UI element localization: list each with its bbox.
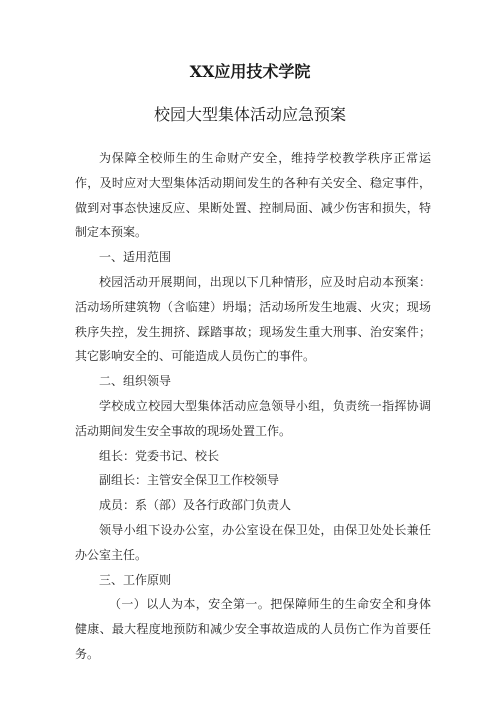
intro-paragraph: 为保障全校师生的生命财产安全，维持学校教学秩序正常运作，及时应对大型集体活动期间发生的各种有关安全、稳定事件，做到对事态快速反应、果断处置、控制局面、减少伤害和损失，特制定本预案。 (75, 151, 431, 240)
section-heading-organization: 二、组织领导 (99, 374, 172, 389)
section-heading-principles: 三、工作原则 (99, 572, 172, 587)
members-line: 成员：系（部）及各行政部门负责人 (99, 498, 292, 513)
deputy-leader-line: 副组长：主管安全保卫工作校领导 (99, 473, 280, 488)
team-leader-line: 组长：党委书记、校长 (99, 448, 220, 463)
organization-paragraph: 学校成立校园大型集体活动应急领导小组，负责统一指挥协调活动期间发生安全事故的现场处置工作。 (75, 398, 431, 438)
document-body (75, 146, 431, 667)
scope-paragraph: 校园活动开展期间，出现以下几种情形，应及时启动本预案：活动场所建筑物（含临建）坍塌；活动场所发生地震、火灾；现场秩序失控，发生拥挤、踩踏事故；现场发生重大刑事、治安案件；其它影响安全的、可能造成人员伤亡的事件。 (75, 274, 431, 364)
document-title: 校园大型集体活动应急预案 (153, 105, 346, 124)
school-name: XX应用技术学院 (189, 62, 311, 81)
principle-paragraph: （一）以人为本，安全第一。把保障师生的生命安全和身体健康、最大程度地预防和减少安全事故造成的人员伤亡作为首要任务。 (75, 597, 431, 661)
section-heading-scope: 一、适用范围 (99, 250, 172, 265)
office-paragraph: 领导小组下设办公室，办公室设在保卫处，由保卫处处长兼任办公室主任。 (75, 522, 431, 562)
